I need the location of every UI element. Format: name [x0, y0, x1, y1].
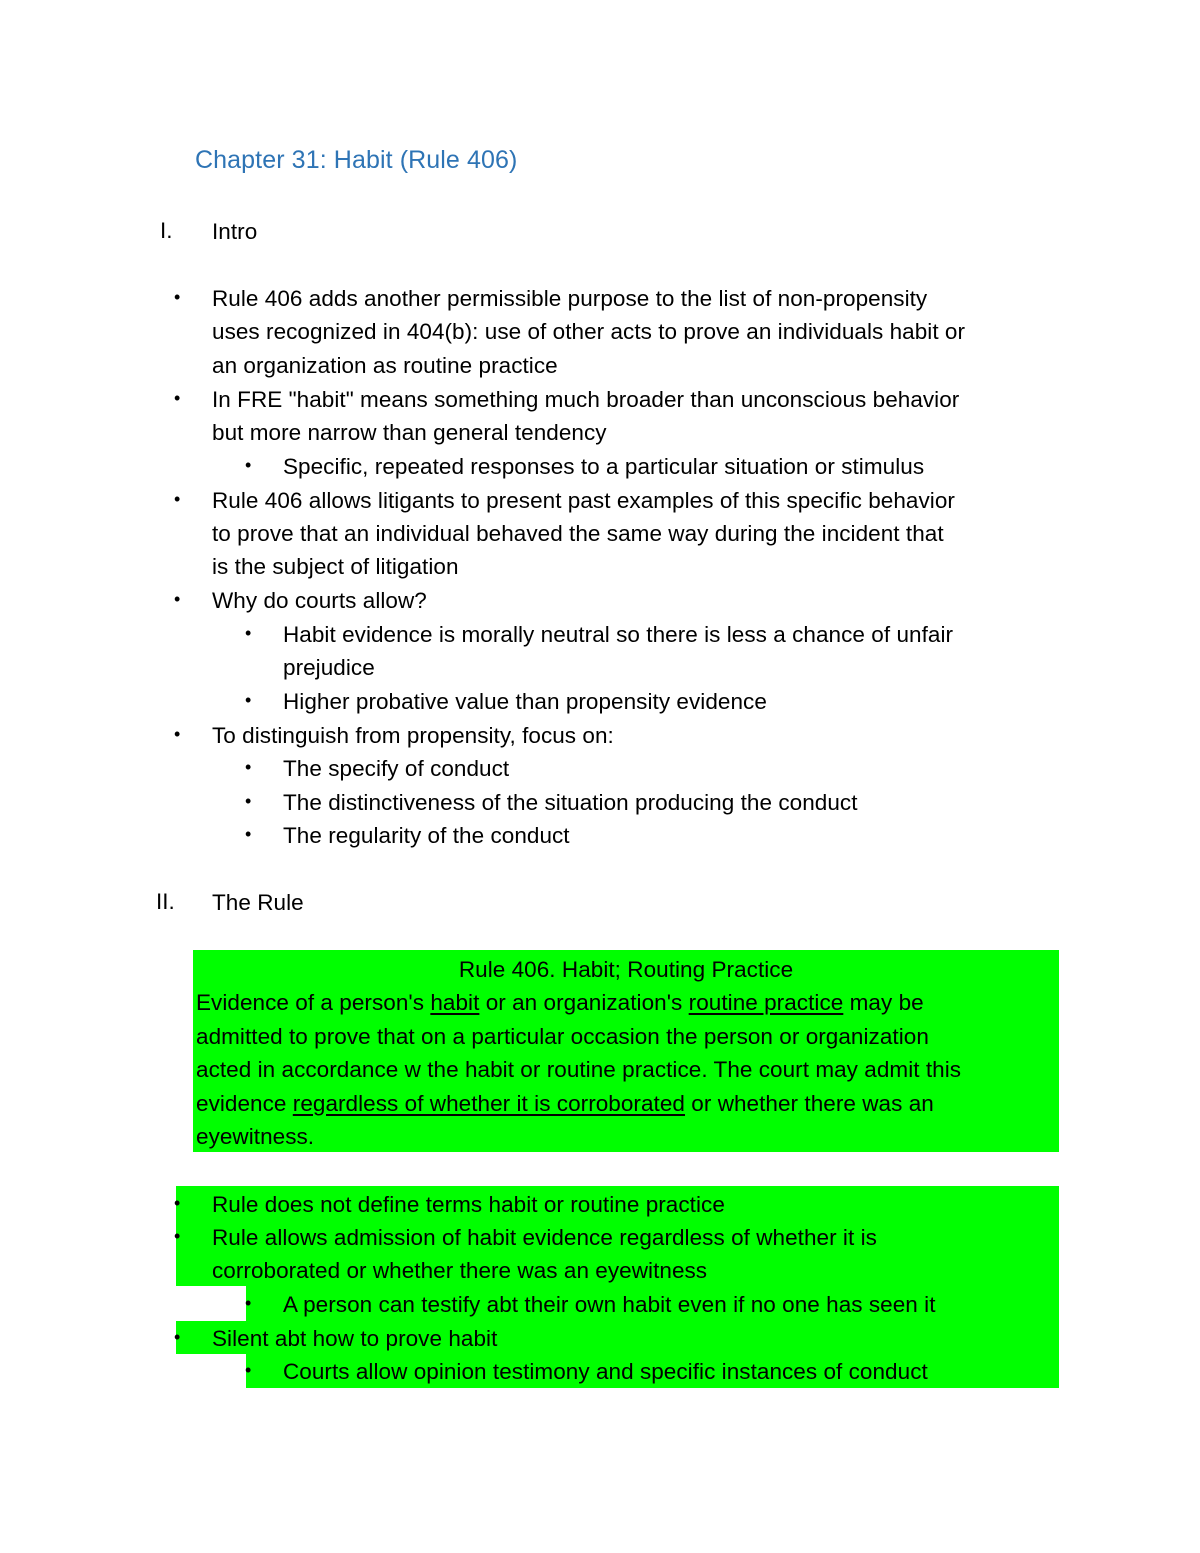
- bullet-icon: •: [174, 1193, 181, 1213]
- section-2-heading: The Rule: [212, 890, 304, 915]
- list-item: In FRE "habit" means something much broader than unconscious behavior: [212, 387, 960, 412]
- list-item: Rule 406 adds another permissible purpose to the list of non-propensity: [212, 286, 928, 311]
- rule-box-line: admitted to prove that on a particular occasion the person or organization: [196, 1024, 929, 1049]
- bullet-icon: •: [174, 724, 181, 744]
- bullet-icon: •: [174, 1327, 181, 1347]
- bullet-icon: •: [245, 791, 252, 811]
- list-item-continuation: an organization as routine practice: [212, 353, 558, 378]
- section-1-numeral: I.: [160, 218, 173, 243]
- sub-list-item-continuation: prejudice: [283, 655, 375, 680]
- rule-box-line: Evidence of a person's habit or an organization's routine practice may be: [196, 990, 924, 1015]
- bullet-icon: •: [174, 287, 181, 307]
- rule-box-line: evidence regardless of whether it is corroborated or whether there was an: [196, 1091, 934, 1116]
- list-item-continuation: uses recognized in 404(b): use of other acts to prove an individuals habit or: [212, 319, 966, 344]
- list-item-continuation: to prove that an individual behaved the same way during the incident that: [212, 521, 944, 546]
- bullet-icon: •: [245, 1360, 252, 1380]
- rule-box-line: acted in accordance w the habit or routine practice. The court may admit this: [196, 1057, 962, 1082]
- bullet-icon: •: [245, 824, 252, 844]
- list-item-continuation: but more narrow than general tendency: [212, 420, 607, 445]
- sub-list-item: The regularity of the conduct: [283, 823, 570, 848]
- list-item-continuation: corroborated or whether there was an eyewitness: [212, 1258, 708, 1283]
- section-2-numeral: II.: [156, 889, 175, 914]
- bullet-icon: •: [245, 757, 252, 777]
- bullet-icon: •: [174, 489, 181, 509]
- sub-list-item: The specify of conduct: [283, 756, 510, 781]
- list-item: Silent abt how to prove habit: [212, 1326, 498, 1351]
- page-title: Chapter 31: Habit (Rule 406): [195, 146, 518, 174]
- sub-list-item: Specific, repeated responses to a particular situation or stimulus: [283, 454, 925, 479]
- rule-box-line: eyewitness.: [196, 1124, 315, 1149]
- list-item: To distinguish from propensity, focus on:: [212, 723, 614, 748]
- bullet-icon: •: [174, 1226, 181, 1246]
- list-item: Rule 406 allows litigants to present past examples of this specific behavior: [212, 488, 955, 513]
- sub-list-item: The distinctiveness of the situation producing the conduct: [283, 790, 858, 815]
- bullet-icon: •: [174, 388, 181, 408]
- sub-list-item: A person can testify abt their own habit even if no one has seen it: [283, 1292, 936, 1317]
- list-item-continuation: is the subject of litigation: [212, 554, 459, 579]
- underlined-term: regardless of whether it is corroborated: [292, 1091, 685, 1116]
- list-item: Why do courts allow?: [212, 588, 427, 613]
- sub-list-item: Higher probative value than propensity evidence: [283, 689, 767, 714]
- section-1-heading: Intro: [212, 219, 258, 244]
- list-item: Rule allows admission of habit evidence regardless of whether it is: [212, 1225, 877, 1250]
- underlined-term: routine practice: [688, 990, 844, 1015]
- bullet-icon: •: [245, 623, 252, 643]
- sub-list-item: Habit evidence is morally neutral so there is less a chance of unfair: [283, 622, 954, 647]
- underlined-term: habit: [430, 990, 480, 1015]
- bullet-icon: •: [174, 589, 181, 609]
- bullet-icon: •: [245, 455, 252, 475]
- sub-list-item: Courts allow opinion testimony and specific instances of conduct: [283, 1359, 928, 1384]
- rule-box-heading: Rule 406. Habit; Routing Practice: [458, 957, 794, 982]
- bullet-icon: •: [245, 690, 252, 710]
- bullet-icon: •: [245, 1293, 252, 1313]
- list-item: Rule does not define terms habit or routine practice: [212, 1192, 725, 1217]
